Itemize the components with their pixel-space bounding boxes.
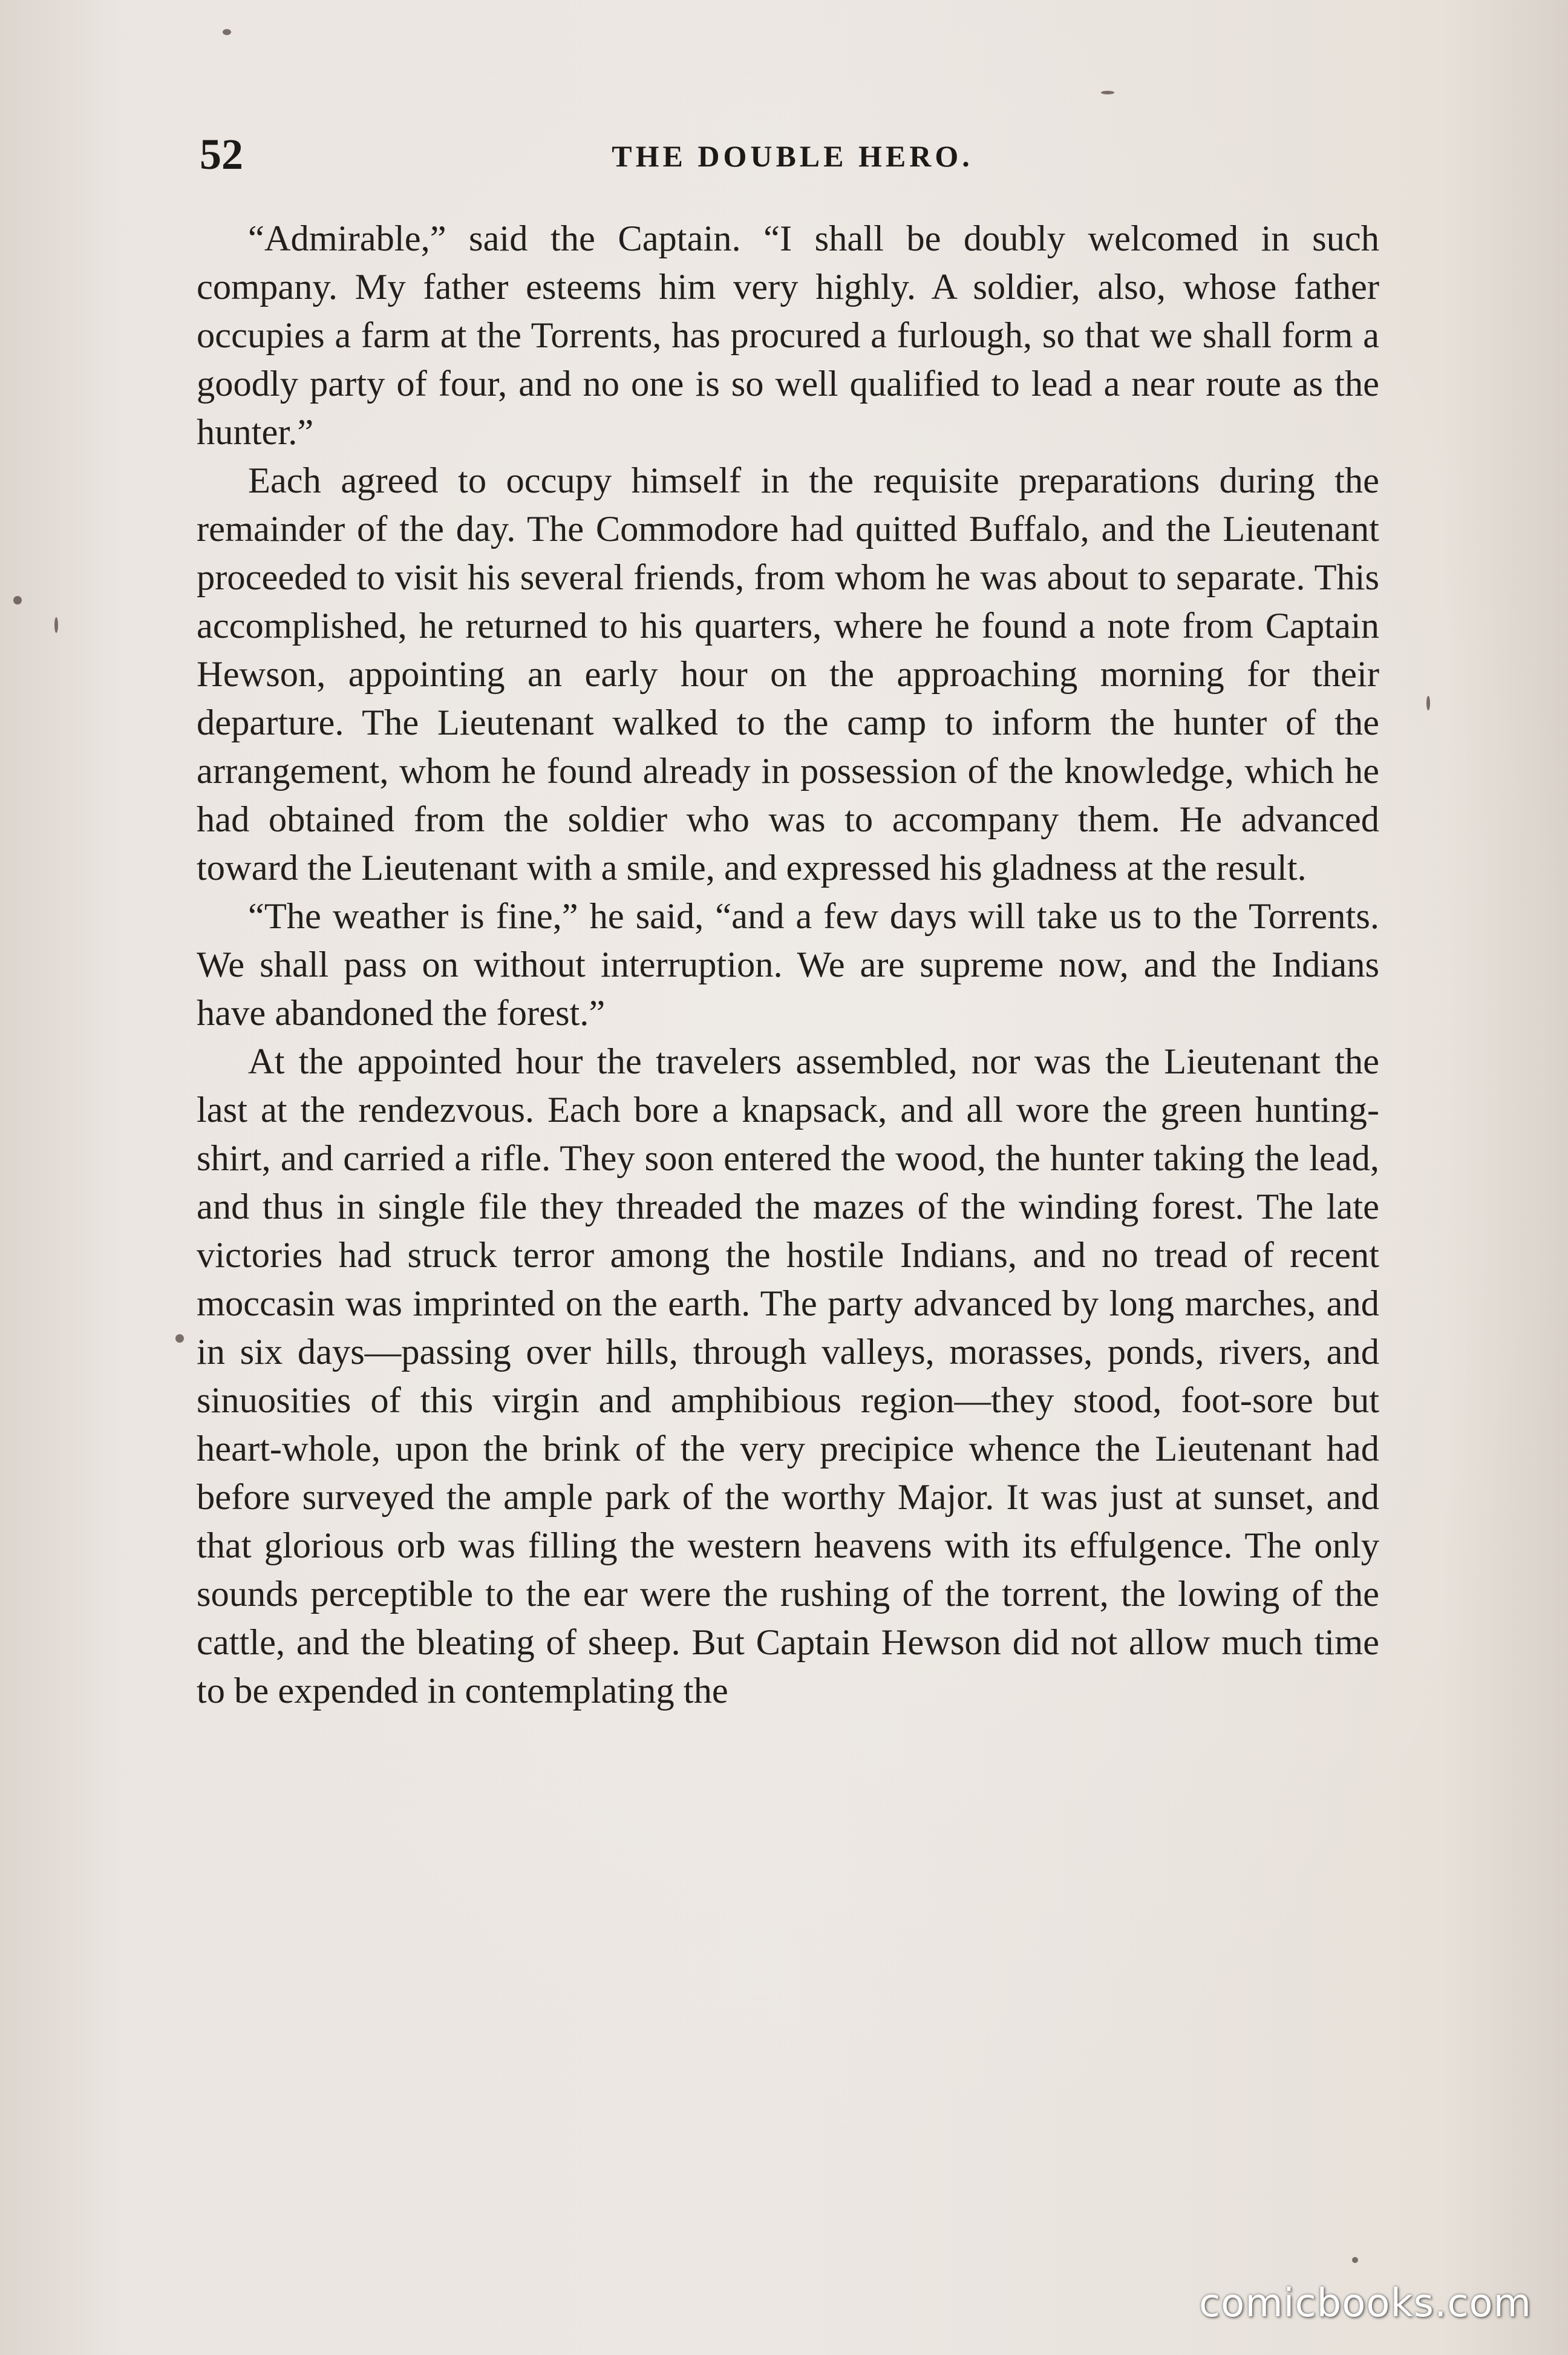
ink-speck [175, 1334, 184, 1343]
running-title: THE DOUBLE HERO. [612, 139, 973, 173]
ink-speck [1101, 91, 1114, 94]
page-number: 52 [200, 130, 243, 179]
paragraph-captain-reply: “Admirable,” said the Captain. “I shall be doubly welcomed in such company. My father esteems him very highly. A soldier, also, whose father occupies a farm at the Torrents, has procured a furlough, so that we shall form a goodly party of four, and no one is so well qualified to lead a near route as the hunter.” [197, 218, 1379, 453]
ink-speck [54, 617, 58, 633]
ink-speck [1352, 2257, 1358, 2263]
paragraph-hunter-speech: “The weather is fine,” he said, “and a few days will take us to the Torrents. We shall pass on without interruption. We are supreme now, and the Indians have abandoned the forest.” [197, 896, 1379, 1033]
ink-speck [13, 596, 22, 604]
ink-speck [1426, 696, 1430, 710]
body-text [197, 215, 1379, 1715]
paragraph-journey: At the appointed hour the travelers assembled, nor was the Lieutenant the last at the rendezvous. Each bore a knapsack, and all wore the green hunting-shirt, and carried a rifle. They soon entered the wood, the hunter taking the lead, and thus in single file they threaded the mazes of the winding forest. The late victories had struck terror among the hostile Indians, and no tread of recent moccasin was imprinted on the earth. The party advanced by long marches, and in six days—passing over hills, through valleys, morasses, ponds, rivers, and sinuosities of this virgin and amphibious region—they stood, foot-sore but heart-whole, upon the brink of the very precipice whence the Lieutenant had before surveyed the ample park of the worthy Major. It was just at sunset, and that glorious orb was filling the western heavens with its effulgence. The only sounds perceptible to the ear were the rushing of the torrent, the lowing of the cattle, and the bleating of sheep. But Captain Hewson did not allow much time to be expended in contemplating the [197, 1041, 1379, 1711]
page-header [200, 127, 1385, 182]
paragraph-preparations: Each agreed to occupy himself in the requisite preparations during the remainder of the day. The Commodore had quitted Buffalo, and the Lieutenant proceeded to visit his several friends, from whom he was about to separate. This accomplished, he returned to his quarters, where he found a note from Captain Hewson, appointing an early hour on the approaching morning for their departure. The Lieutenant walked to the camp to inform the hunter of the arrangement, whom he found already in possession of the knowledge, which he had obtained from the soldier who was to accompany them. He advanced toward the Lieutenant with a smile, and expressed his gladness at the result. [197, 460, 1379, 888]
ink-speck [223, 29, 231, 35]
watermark-text: comicbooks.com [1198, 2281, 1532, 2326]
